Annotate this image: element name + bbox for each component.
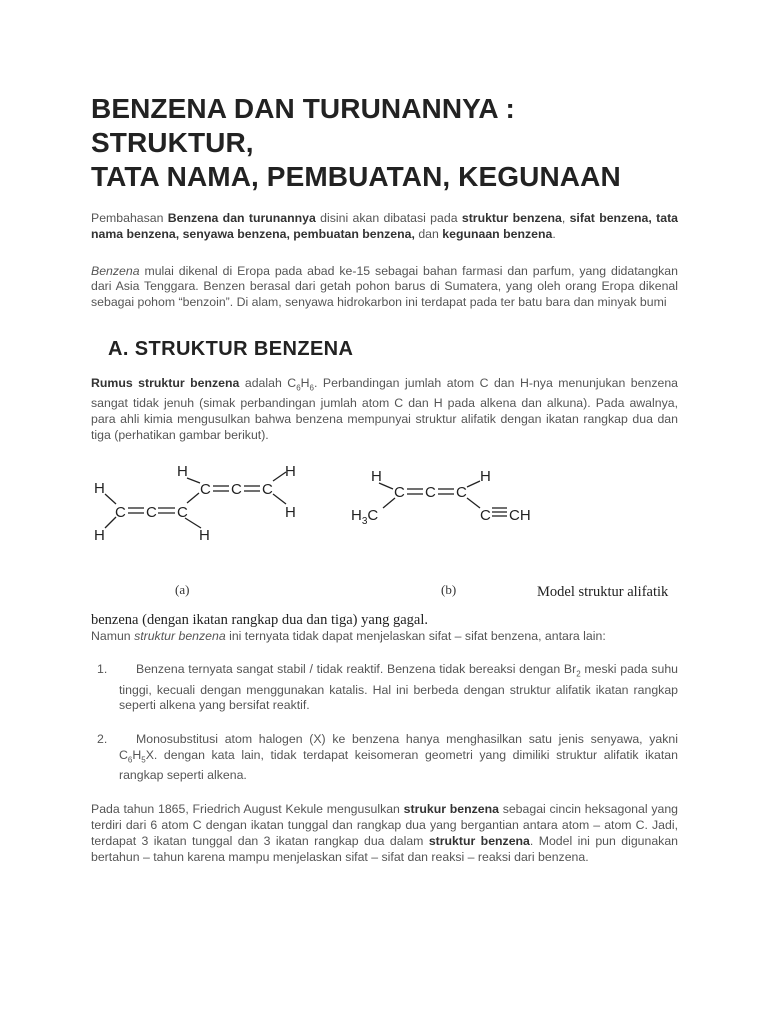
atom-h-a4: H — [199, 526, 210, 544]
atom-h-b1: H — [371, 467, 382, 485]
history-paragraph — [91, 264, 678, 311]
figure-label-b: (b) — [441, 581, 457, 597]
intro-bold-3: sifat benzena, tata nama benzena, senyawa benzena, pembuatan benzena, — [91, 211, 679, 241]
aliphatic-structures-figure — [91, 456, 678, 582]
formula-paragraph — [91, 376, 678, 444]
atom-c-a6: C — [262, 480, 273, 498]
atom-h-a6: H — [285, 503, 296, 521]
kekule-text-1: Pada tahun 1865, Friedrich August Kekule mengusulkan — [91, 802, 404, 817]
kekule-bold-2: struktur benzena — [428, 833, 530, 848]
intro-text-1: Pembahasan — [91, 211, 168, 225]
kekule-text-2: sebagai cincin heksagonal yang terdiri dari 6 atom C dengan ikatan tunggal dan rangkap dua yang bergantian antara atom – atom C. Jadi, terdapat 3 ikatan tunggal dan 3 ikatan rangkap dua dalam — [91, 802, 679, 848]
properties-intro-paragraph — [91, 629, 678, 645]
atom-c-a4: C — [200, 480, 211, 498]
intro-bold-1: Benzena dan turunannya — [167, 211, 316, 225]
history-italic: Benzena — [91, 263, 140, 278]
atom-c-b4: C — [480, 506, 491, 524]
methyl-group: $H_3C$ — [351, 506, 379, 527]
atom-c-a1: C — [115, 503, 126, 521]
formula-text-3: . Perbandingan jumlah atom C dan H-nya menunjukan benzena sangat tidak jenuh (simak perbandingan jumlah atom C dan H pada alkena dan alkuna). Pada awalnya, para ahli kimia mengusulkan bahwa benzena mempunyai struktur alifatik dengan ikatan rangkap dua dan tiga (perhatikan gambar berikut). — [91, 375, 678, 442]
intro-bold-4: kegunaan benzena — [442, 226, 553, 241]
title-line-2: TATA NAMA, PEMBUATAN, KEGUNAAN — [91, 161, 621, 192]
history-text: mulai dikenal di Eropa pada abad ke-15 sebagai bahan farmasi dan parfum, yang didatangkan dari Asia Tenggara. Benzen berasal dari getah pohon barus di Sumatera, yang oleh orang Eropa dikenal sebagai pohom “benzoin”. Di alam, senyawa hidrokarbon ini terdapat pada ter batu bara dan minyak bumi — [91, 263, 678, 310]
figure-caption-start: Model struktur alifatik — [537, 583, 669, 600]
structure-b — [351, 468, 531, 527]
atom-c-b2: C — [425, 483, 436, 501]
bonds-a — [105, 472, 286, 528]
atom-c-a2: C — [146, 503, 157, 521]
formula-sub-2: 6 — [309, 383, 314, 393]
atom-h-a1: H — [94, 479, 105, 497]
figure-caption-end: benzena (dengan ikatan rangkap dua dan tiga) yang gagal. — [91, 611, 428, 628]
list-number: 1. — [97, 662, 108, 677]
atom-c-a3: C — [177, 503, 188, 521]
atom-h-a5: H — [285, 462, 296, 480]
formula-text-2: H — [300, 375, 310, 390]
page-title — [91, 92, 678, 194]
intro-bold-2: struktur benzena — [461, 211, 562, 225]
intro-text-2: disini akan dibatasi pada — [315, 211, 462, 225]
figure-label-a: (a) — [175, 581, 190, 597]
properties-text-1: Namun — [91, 628, 135, 643]
formula-text-1: adalah C — [239, 375, 297, 390]
atom-h-a3: H — [177, 462, 188, 480]
section-heading-a: A. STRUKTUR BENZENA — [108, 337, 354, 360]
properties-italic: struktur benzena — [134, 628, 226, 643]
atom-h-a2: H — [94, 526, 105, 544]
atom-h-b2: H — [480, 467, 491, 485]
list-item — [91, 732, 678, 784]
document-content — [91, 92, 678, 865]
formula-bold: Rumus struktur benzena — [91, 375, 240, 390]
kekule-text-3: . Model ini pun digunakan bertahun – tahun karena mampu menjelaskan sifat – sifat dan reaksi – reaksi dari benzena. — [91, 833, 679, 864]
intro-text-4: dan — [414, 226, 443, 241]
structure-a — [94, 463, 296, 544]
kekule-bold-1: strukur benzena — [403, 802, 499, 817]
atom-c-a5: C — [231, 480, 242, 498]
list-item — [91, 662, 678, 714]
kekule-paragraph — [91, 802, 678, 865]
properties-list — [91, 662, 678, 784]
intro-text-3: , — [561, 211, 570, 225]
atom-c-b1: C — [394, 483, 405, 501]
intro-paragraph — [91, 211, 678, 243]
title-line-1: BENZENA DAN TURUNANNYA : STRUKTUR, — [91, 93, 515, 158]
structure-diagram — [91, 456, 678, 582]
list-item-text: Benzena ternyata sangat stabil / tidak reaktif. Benzena tidak bereaksi dengan $Br_2$ meski pada suhu tinggi, kecuali dengan menggunakan katalis. Hal ini berbeda dengan struktur alifatik ikatan rangkap seperti alkena yang bersifat reaktif. — [119, 662, 679, 713]
properties-text-2: ini ternyata tidak dapat menjelaskan sifat – sifat benzena, antara lain: — [225, 628, 606, 643]
formula-sub-1: 6 — [296, 383, 301, 393]
atom-ch-b: CH — [509, 506, 531, 524]
list-item-text: Monosubstitusi atom halogen (X) ke benzena hanya menghasilkan satu jenis senyawa, yakni $C_6H_5X$. dengan kata lain, tidak terdapat keisomeran geometri yang dimiliki struktur alifatik ikatan rangkap seperti alkena. — [119, 732, 678, 783]
atom-c-b3: C — [456, 483, 467, 501]
list-number: 2. — [97, 732, 108, 747]
figure-caption-row — [91, 582, 678, 612]
intro-text-5: . — [552, 226, 556, 241]
